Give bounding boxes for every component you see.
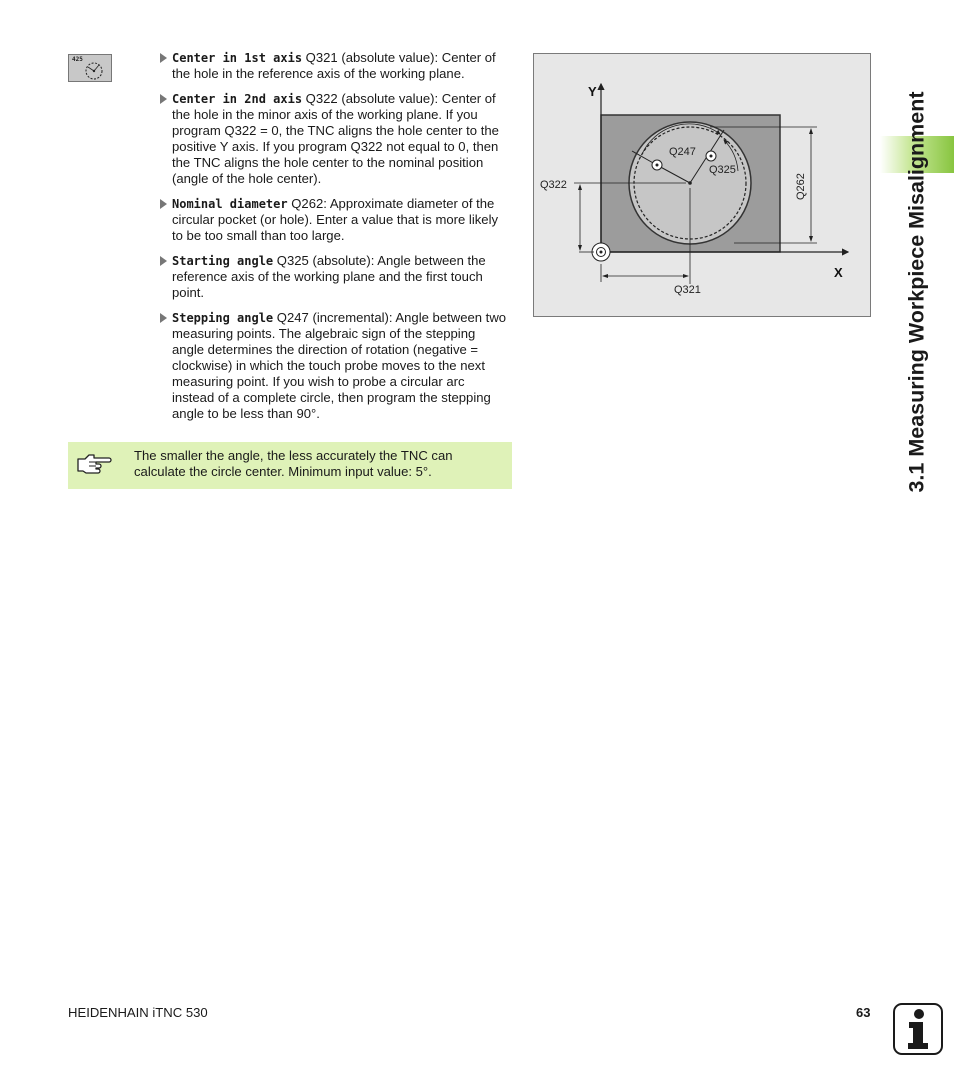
param-desc: Q262: Approximate diameter of the circular pocket (or hole). Enter a value that is more likely to be too small than too large. [172, 196, 499, 243]
parameter-list [158, 50, 510, 431]
note-text: The smaller the angle, the less accurately the TNC can calculate the circle center. Minimum input value: 5°. [134, 448, 453, 479]
param-name: Center in 2nd axis [172, 92, 303, 106]
param-stepping-angle [158, 310, 510, 422]
param-desc: Q325 (absolute): Angle between the reference axis of the working plane and the first touch point. [172, 253, 486, 300]
section-title: 3.1 Measuring Workpiece Misalignment [904, 91, 929, 493]
q321-label: Q321 [674, 284, 701, 296]
param-desc: Q321 (absolute value): Center of the hole in the reference axis of the working plane. [172, 50, 496, 81]
triangle-bullet-icon [160, 253, 170, 269]
page-number: 63 [856, 1005, 871, 1020]
q262-label: Q262 [795, 173, 807, 200]
cycle-number: 425 [72, 56, 83, 63]
note-box [68, 442, 512, 489]
param-name: Stepping angle [172, 311, 274, 325]
q325-label: Q325 [709, 164, 736, 176]
triangle-bullet-icon [160, 91, 170, 107]
probe-diagram-svg [534, 54, 872, 318]
param-desc: Q247 (incremental): Angle between two measuring points. The algebraic sign of the stepping angle determines the direction of rotation (negative = clockwise) in which the touch probe moves to the next measuring point. If you wish to probe a circular arc instead of a complete circle, then program the stepping angle to be less than 90°. [172, 310, 507, 421]
param-desc: Q322 (absolute value): Center of the hole in the minor axis of the working plane. If you program Q322 = 0, the TNC aligns the hole center to the positive Y axis. If you program Q322 not equal to 0, then the TNC aligns the hole center to the nominal position (angle of the hole center). [172, 91, 499, 186]
cycle-425-icon [68, 54, 112, 82]
param-name: Starting angle [172, 254, 274, 268]
probe-circle-icon [69, 55, 113, 83]
info-glyph-icon [895, 1005, 941, 1053]
pointing-hand-icon [76, 450, 112, 476]
param-name: Center in 1st axis [172, 51, 303, 65]
param-starting-angle [158, 253, 510, 301]
param-center-1st-axis [158, 50, 510, 82]
param-center-2nd-axis [158, 91, 510, 187]
q322-label: Q322 [540, 179, 567, 191]
param-nominal-diameter [158, 196, 510, 244]
probe-diagram [533, 53, 871, 317]
footer-manual-name: HEIDENHAIN iTNC 530 [68, 1005, 208, 1020]
triangle-bullet-icon [160, 310, 170, 326]
q247-label: Q247 [669, 146, 696, 158]
param-name: Nominal diameter [172, 197, 288, 211]
y-axis-label: Y [588, 84, 597, 99]
triangle-bullet-icon [160, 50, 170, 66]
triangle-bullet-icon [160, 196, 170, 212]
x-axis-label: X [834, 265, 843, 280]
info-icon [893, 1003, 943, 1055]
